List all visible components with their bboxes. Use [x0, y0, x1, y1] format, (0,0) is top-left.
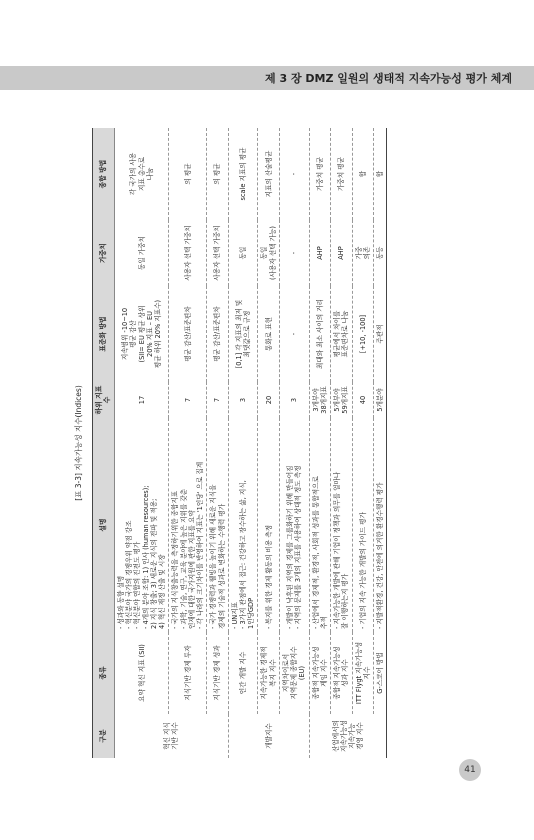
table-row — [258, 128, 279, 758]
cell-weight: - — [279, 220, 309, 286]
cell-name: ITT Flygt 지속가능성 지수 — [352, 632, 373, 714]
table-row — [279, 128, 309, 758]
desc-line: - 개발이 낙후된 지역의 경제를 그룹화하기 위해 만들어짐 — [286, 465, 295, 629]
cell-std: 주관적 — [374, 286, 387, 382]
cell-std: 평균에서 차이를 표준편차로 나눔 — [331, 286, 352, 382]
desc-line: - 산업에서 경제적, 환경적, 사회적 성과를 통합적으로 — [311, 476, 320, 629]
cell-sub: 3개부야 38개지표 — [309, 382, 330, 418]
table-header-row — [93, 128, 115, 758]
cell-agg: - — [279, 128, 309, 220]
table-row — [169, 128, 207, 758]
cell-agg: scale 지표의 평균 — [228, 128, 258, 220]
cell-name: 지식기반 경제 투자 — [169, 632, 207, 714]
desc-line: - 과학, 기술, 연구, 교육 분야에 높은 지위를 갖춘 — [179, 488, 188, 629]
cell-desc — [309, 418, 330, 632]
cell-agg: 지표의 산술평균 — [258, 128, 279, 220]
cell-sub: 7 — [207, 382, 228, 418]
cell-std: - — [279, 286, 309, 382]
cell-desc — [169, 418, 207, 632]
cell-sub: 17 — [114, 382, 168, 418]
cell-desc — [207, 418, 228, 632]
cell-agg: 가중치 평균 — [309, 128, 330, 220]
cell-desc — [331, 418, 352, 632]
col-header: 종합 방법 — [93, 128, 115, 220]
cell-weight: AHP — [331, 220, 352, 286]
cell-sub: 7 — [169, 382, 207, 418]
cell-sub: 20 — [258, 382, 279, 418]
col-header: 설명 — [93, 418, 115, 632]
cell-desc — [279, 418, 309, 632]
row-group-cell: 혁신 지식 기반 지수 — [114, 714, 228, 758]
table-row — [207, 128, 228, 758]
cell-agg: 의 평균 — [169, 128, 207, 220]
rotated-table-block — [74, 128, 432, 758]
desc-line: - 4개의 분야 조합: 1) 인사 (human resources); — [141, 485, 150, 629]
cell-weight: 사용자 선택 가중치 — [207, 220, 228, 286]
desc-line: - UN지표 — [230, 602, 239, 629]
cell-std: 통화로 표현 — [258, 286, 279, 382]
desc-line: - 국가 경쟁력과 웰빙을 높이기 위해 새로운 지식을 — [209, 484, 218, 629]
cell-name: 지역차이로서 지역문제 종합지수 (EU) — [279, 632, 309, 714]
desc-line: - 기업의 지속 가능한 개발의 가이드 평가 — [358, 512, 367, 629]
cell-std: [+10, -100] — [352, 286, 373, 382]
col-header: 구분 — [93, 714, 115, 758]
indices-table — [92, 128, 387, 758]
cell-weight: 동일 (사용자 선택 가능) — [258, 220, 279, 286]
cell-desc — [228, 418, 258, 632]
table-row — [114, 128, 168, 758]
desc-line: 2) 지식 창출; 3) 새로운 지식의 전파 및 적용; — [149, 498, 158, 629]
table-row — [228, 128, 258, 758]
desc-line: - 각 나라의 크기차이를 반영하여 지표는 '1인당' 으로 집계 — [196, 461, 205, 629]
chapter-title: 제 3 장 DMZ 일원의 생태적 지속가능성 평가 체계 — [265, 72, 512, 85]
desc-line: - 지속가능한 개발에 관해 기업이 정책과 의무를 얼마나 — [333, 471, 342, 629]
page-number: 41 — [459, 759, 481, 781]
cell-sub: 3 — [279, 382, 309, 418]
cell-weight: 동일 가중치 — [114, 220, 168, 286]
cell-weight: AHP — [309, 220, 330, 286]
row-group-cell: 산업에서의 지속가능성 지속가능 경영 지수 — [309, 714, 387, 758]
table-row — [331, 128, 352, 758]
col-header: 표준화 방법 — [93, 286, 115, 382]
cell-agg: 가중치 평균 — [331, 128, 352, 220]
desc-line: - 국가의 지식창출능력을 측정하기위한 종합지표 — [171, 490, 180, 629]
desc-line: 4) 혁신 재정 산출 및 시장 — [158, 554, 167, 629]
cell-sub: 40 — [352, 382, 373, 418]
cell-weight: 동등 — [374, 220, 387, 286]
cell-std: 최대와 최소 사이의 거리 — [309, 286, 330, 382]
desc-line: - 지발적환경, 건강, 안전에 의거한 환경수행력 평가 — [376, 482, 385, 629]
cell-name: 종합적 지속가능성 성과 지수 — [331, 632, 352, 714]
cell-desc — [374, 418, 387, 632]
desc-line: - 혁신분야 국가의 경쟁우위 약점 강조 — [125, 520, 134, 629]
cell-name: 인간 개발 지수 — [228, 632, 258, 714]
cell-desc — [352, 418, 373, 632]
desc-line: 추적 — [319, 616, 328, 629]
cell-name: 지식기반 경제 성과 — [207, 632, 228, 714]
cell-sub: 5개분야 — [374, 382, 387, 418]
cell-agg: 의 평균 — [207, 128, 228, 220]
desc-line: - 3가지 관점에서 접근: 건강하고 장수하는 삶, 지식, — [239, 480, 248, 629]
desc-line: - 복지를 위한 경제 활동의 비용 측정 — [264, 524, 273, 629]
cell-desc — [114, 418, 168, 632]
table-row — [352, 128, 373, 758]
cell-weight: 사용자 선택 가중치 — [169, 220, 207, 286]
desc-line: 경제의 기술적 성과로 변화하는 수행력 평가 — [217, 503, 226, 629]
cell-sub: 3 — [228, 382, 258, 418]
cell-weight: 가중 의존 — [352, 220, 373, 286]
desc-line: - 지역의 문제를 3개의 지표를 사용하여 상대적 정도 측정 — [294, 465, 303, 629]
table-caption: [표 3-3] 지속가능성 지수(Indices) — [74, 385, 83, 501]
cell-std: 평균 감산/표준편차 — [169, 286, 207, 382]
cell-weight: 동일 — [228, 220, 258, 286]
cell-name: G-스코어 방법 — [374, 632, 387, 714]
cell-name: 요약 혁신 지표 (SII) — [114, 632, 168, 714]
cell-name: 지속가능한 경제적 복지 지수 — [258, 632, 279, 714]
table-row — [309, 128, 330, 758]
cell-std: 평균 감산/표준편차 — [207, 286, 228, 382]
row-group-cell: 개발지수 — [228, 714, 309, 758]
cell-sub: 5개부야 59개지표 — [331, 382, 352, 418]
col-header: 가중치 — [93, 220, 115, 286]
table-row — [374, 128, 387, 758]
cell-agg: 각 국가의 사용 지표 총수로 나눔 — [114, 128, 168, 220]
cell-std: [0,1] 각 지표의 최저 및 최댓값으로 규정 — [228, 286, 258, 382]
cell-agg: 합 — [374, 128, 387, 220]
cell-agg: 합 — [352, 128, 373, 220]
cell-name: 종합적 지속가능성 게임 지수 — [309, 632, 330, 714]
cell-std: 지속범위 -10~10 평균 감산 (SII= EU 평균 상위 20% 지표 – EU 평균 하위 20% 지표수) — [114, 286, 168, 382]
col-header: 종류 — [93, 632, 115, 714]
cell-desc — [258, 418, 279, 632]
col-header: 하위 지표수 — [93, 382, 115, 418]
desc-line: - 성과와 동향 설명 — [116, 575, 125, 629]
desc-line: 인재에 대한 국가지원에 관한 지표를 요약 — [187, 510, 196, 629]
desc-line: 잘 이행하는지 평가 — [341, 573, 350, 629]
desc-line: 1인당GDP — [247, 597, 256, 629]
desc-line: - 혁신분야 연합의 진전도 평가 — [133, 541, 142, 629]
